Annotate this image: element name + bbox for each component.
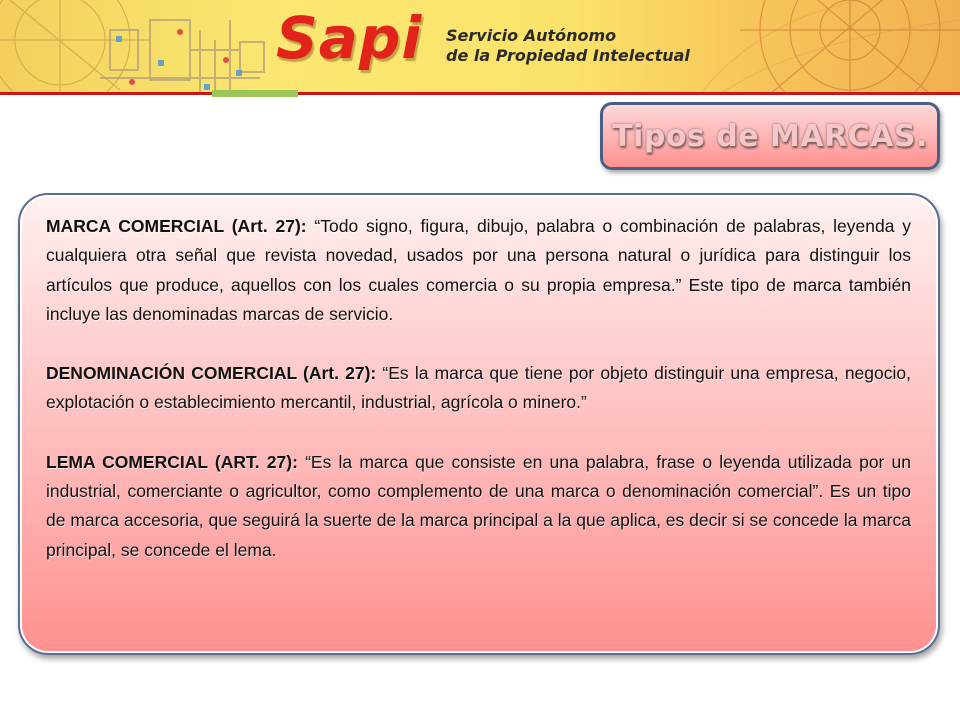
paragraph-marca-comercial [46, 212, 911, 329]
page-title: Tipos de MARCAS. [612, 118, 928, 154]
logo-subtitle-line-1: Servicio Autónomo [446, 26, 617, 45]
banner-accent-tab [212, 90, 298, 97]
paragraph-heading: LEMA COMERCIAL (ART. 27): [46, 451, 298, 472]
title-box [600, 102, 940, 170]
paragraph-denominacion-comercial [46, 359, 911, 418]
logo-subtitle-line-2: de la Propiedad Intelectual [446, 46, 690, 65]
paragraph-body: “Es la marca que tiene por objeto distinguir una empresa, negocio, explotación o establecimiento mercantil, industrial, agrícola o minero.” [46, 363, 911, 413]
paragraph-lema-comercial [46, 448, 911, 565]
content-panel [18, 193, 940, 655]
paragraph-heading: MARCA COMERCIAL (Art. 27): [46, 216, 307, 236]
banner-divider [0, 92, 960, 95]
logo-wordmark: Sapi [276, 4, 423, 72]
paragraph-heading: DENOMINACIÓN COMERCIAL (Art. 27): [46, 363, 377, 384]
paragraph-body: “Todo signo, figura, dibujo, palabra o combinación de palabras, leyenda y cualquiera otra señal que revista novedad, usados por una persona natural o jurídica para distinguir los artículos que produce, aquellos con los cuales comercia o su propia empresa.” Este tipo de marca también incluye las denominadas marcas de servicio. [46, 216, 911, 324]
paragraph-body: “Es la marca que consiste en una palabra, frase o leyenda utilizada por un industrial, comerciante o agricultor, como complemento de una marca o denominación comercial”. Es un tipo de marca accesoria, que seguirá la suerte de la marca principal a la que aplica, es decir si se concede la marca principal, se concede el lema. [46, 451, 912, 560]
header-banner [0, 0, 960, 94]
